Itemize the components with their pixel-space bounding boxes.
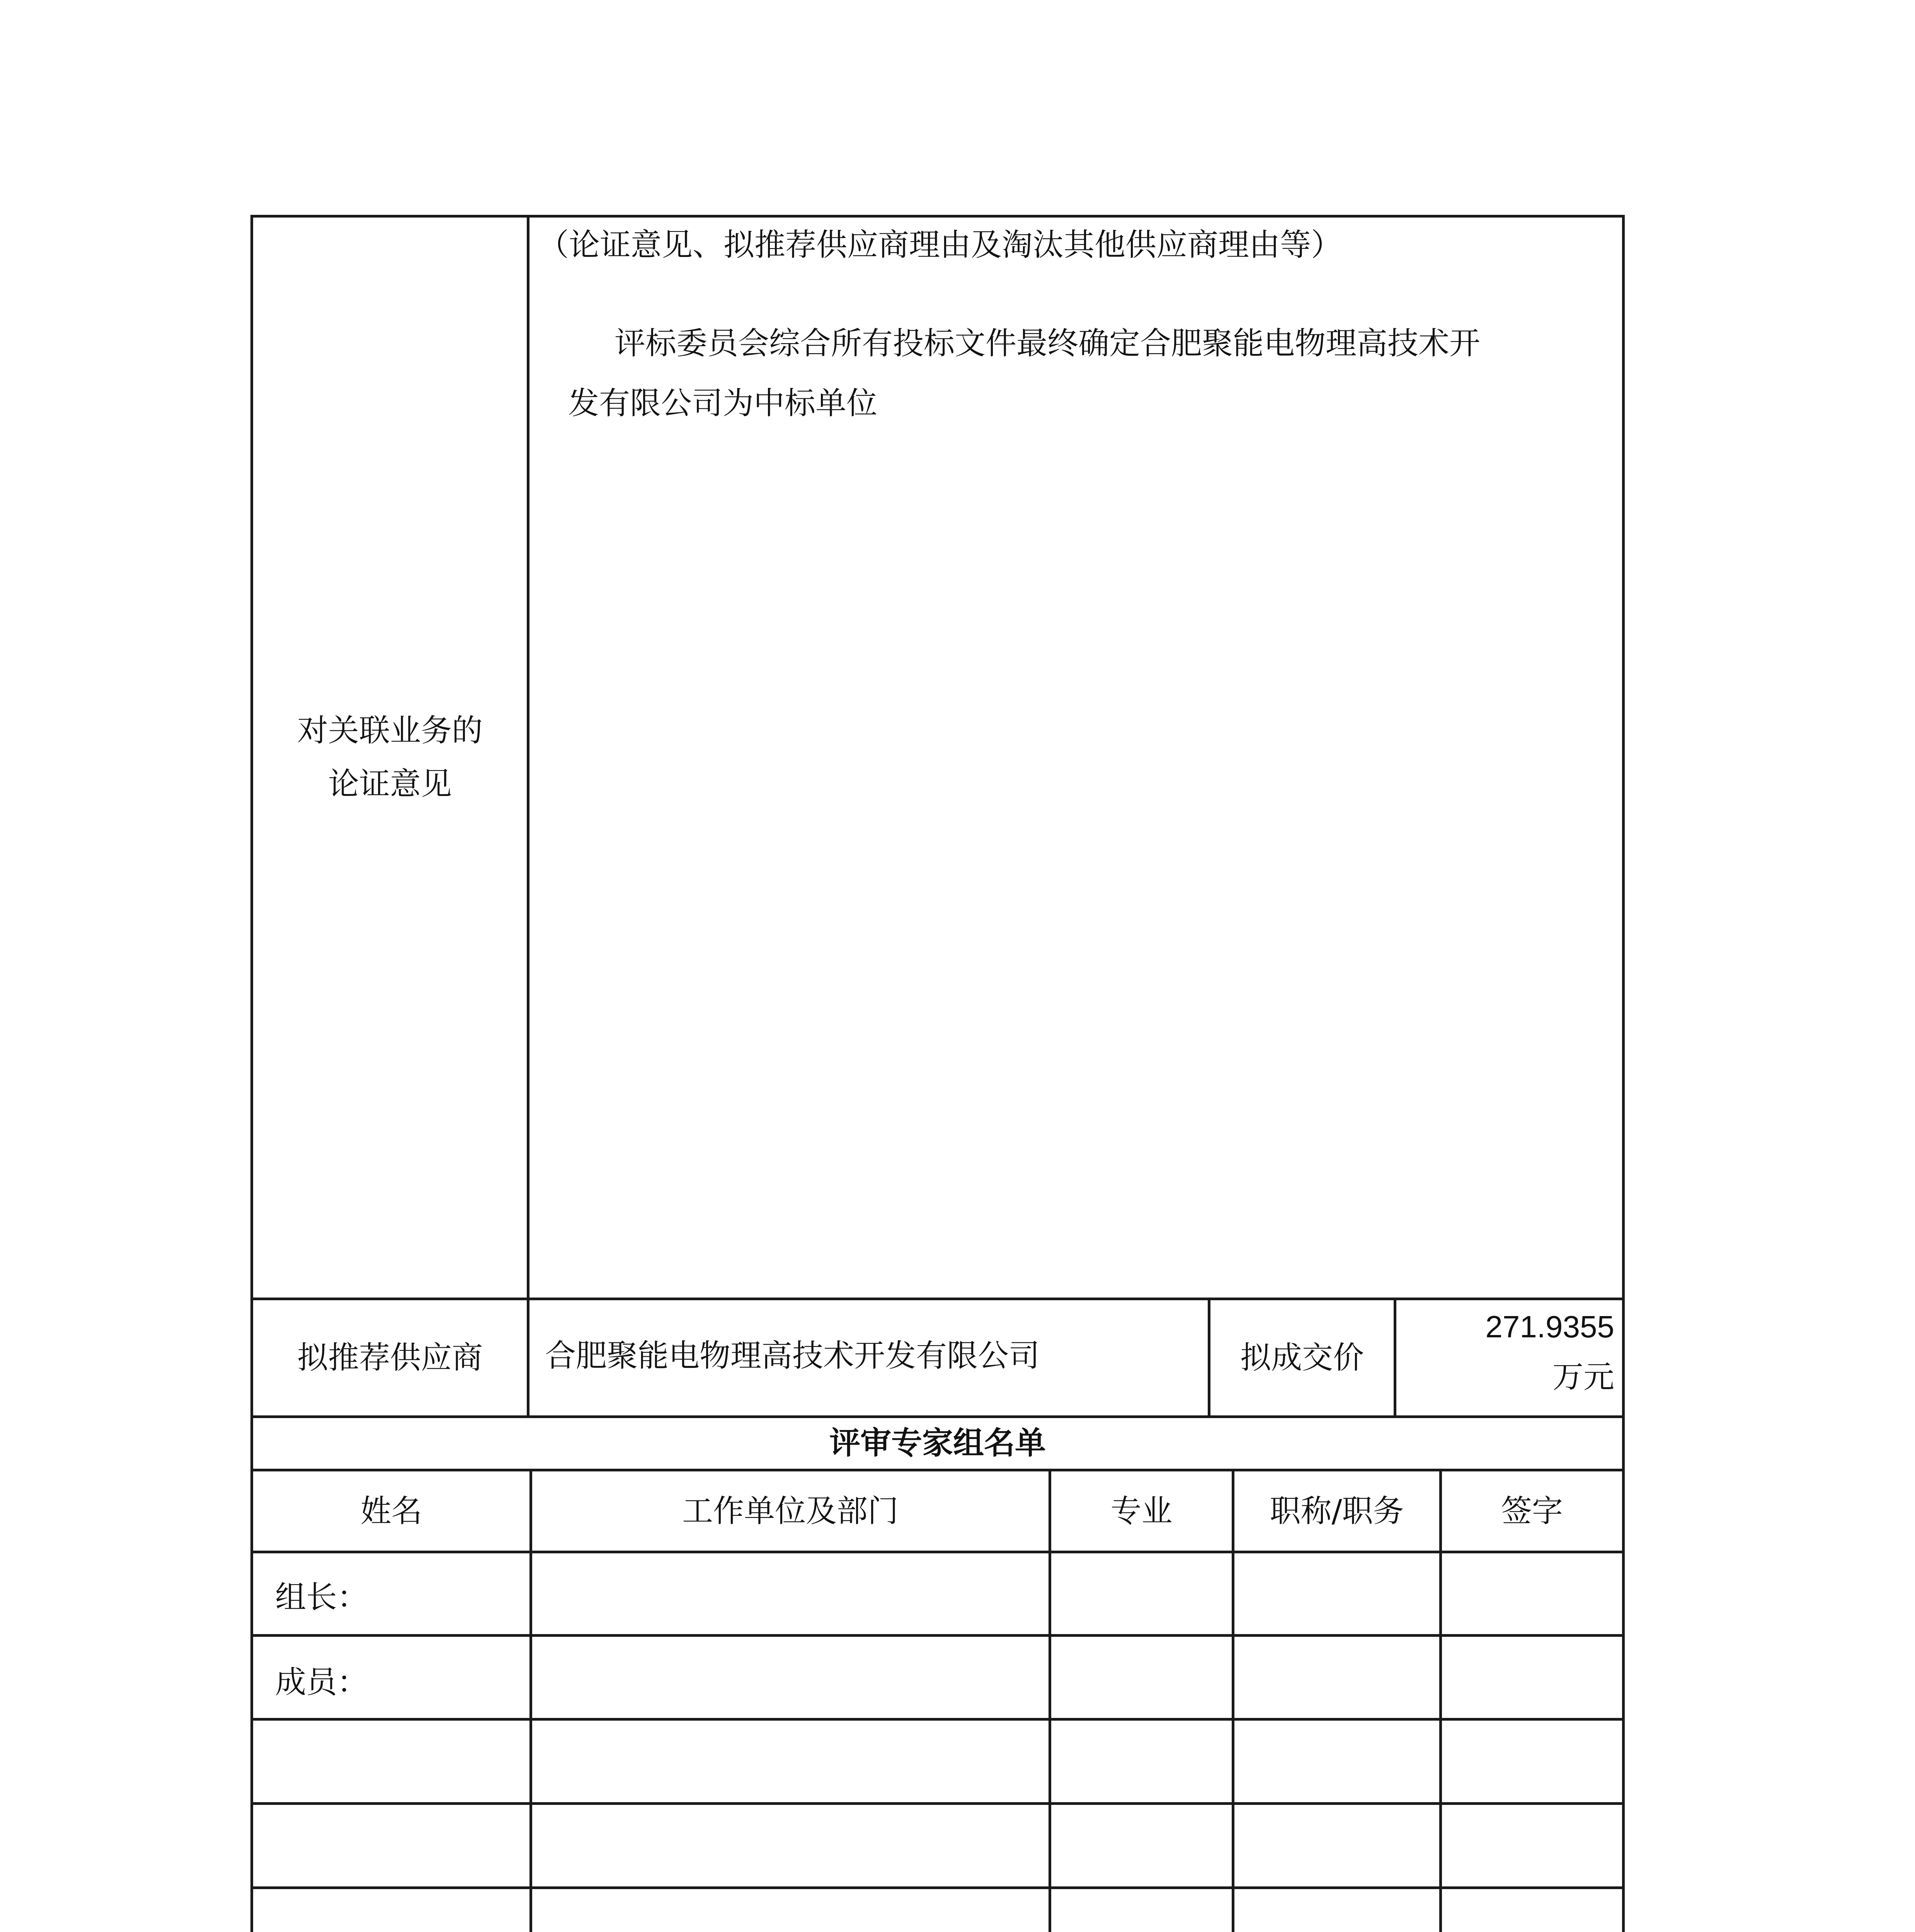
divider-after-row2 — [250, 1718, 1625, 1721]
panel-col2-divider — [1049, 1469, 1051, 1932]
header-signature: 签字 — [1501, 1493, 1563, 1529]
table-row-member: 成员： — [275, 1664, 368, 1700]
divider-after-row1 — [250, 1634, 1625, 1637]
table-right-border — [1622, 215, 1625, 1932]
label-col-divider-top — [527, 215, 529, 1417]
header-title-position: 职称/职务 — [1270, 1493, 1404, 1529]
divider-after-row3 — [250, 1802, 1625, 1805]
panel-col1-divider — [529, 1469, 532, 1932]
table-top-border — [250, 215, 1625, 218]
opinion-label-line2: 论证意见 — [328, 766, 452, 802]
panel-col3-divider — [1232, 1469, 1234, 1932]
divider-after-opinion — [250, 1298, 1625, 1300]
header-work-unit: 工作单位及部门 — [682, 1493, 899, 1529]
divider-after-panel-title — [250, 1469, 1625, 1471]
opinion-label — [253, 696, 527, 819]
opinion-instruction: （论证意见、拟推荐供应商理由及淘汰其他供应商理由等） — [538, 227, 1342, 263]
supplier-label: 拟推荐供应商 — [297, 1340, 483, 1376]
header-specialty: 专业 — [1110, 1493, 1173, 1529]
price-unit: 万元 — [1552, 1359, 1614, 1395]
table-row-leader: 组长： — [275, 1579, 368, 1615]
panel-title: 评审专家组名单 — [829, 1425, 1046, 1461]
divider-after-panel-header — [250, 1551, 1625, 1553]
supplier-name: 合肥聚能电物理高技术开发有限公司 — [545, 1338, 1040, 1374]
opinion-body-line2: 发有限公司为中标单位 — [568, 385, 877, 421]
opinion-body-line1: 评标委员会综合所有投标文件最终确定合肥聚能电物理高技术开 — [615, 325, 1480, 361]
header-name: 姓名 — [360, 1493, 422, 1529]
supplier-price-divider — [1208, 1298, 1210, 1417]
opinion-label-line1: 对关联业务的 — [297, 713, 483, 748]
price-value-divider — [1394, 1298, 1396, 1417]
price-value: 271.9355 — [1485, 1310, 1614, 1344]
table-left-border — [250, 215, 253, 1932]
price-label: 拟成交价 — [1240, 1340, 1364, 1376]
panel-col4-divider — [1439, 1469, 1442, 1932]
divider-after-row4 — [250, 1886, 1625, 1889]
